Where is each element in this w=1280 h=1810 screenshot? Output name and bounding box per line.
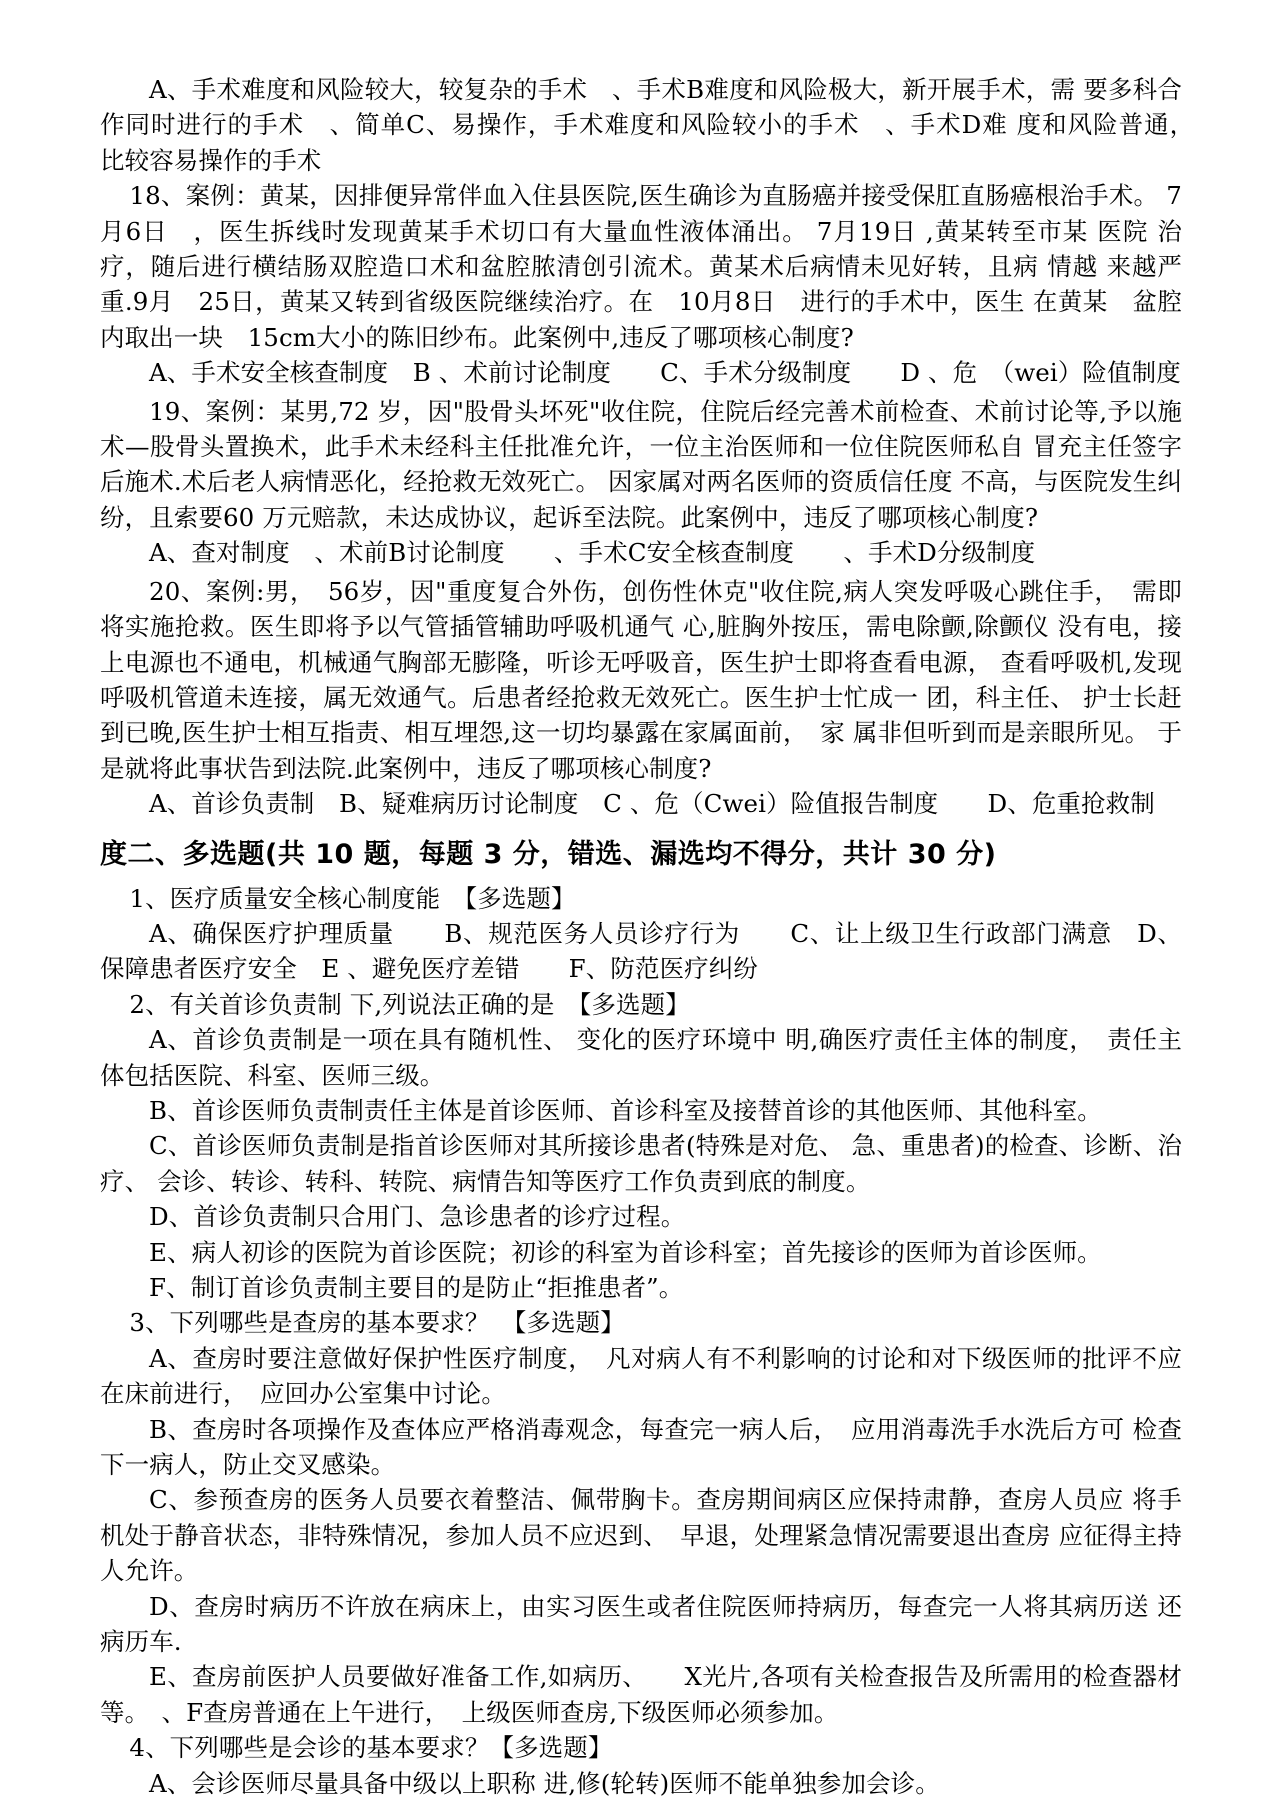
question-20-options: A、首诊负责制 B、疑难病历讨论制度 C 、危（Cwei）险值报告制度 D、危重抢救制 bbox=[149, 789, 1155, 819]
multi-question-2-option-b: B、首诊医师负责制责任主体是首诊医师、首诊科室及接替首诊的其他医师、其他科室。 bbox=[149, 1095, 1102, 1125]
multi-question-2-option-e: E、病人初诊的医院为首诊医院；初诊的科室为首诊科室；首先接诊的医师为首诊医师。 bbox=[149, 1237, 1102, 1267]
multi-question-1-options: A、确保医疗护理质量 B、规范医务人员诊疗行为 C、让上级卫生行政部门满意 D、保障患者医疗安全 E 、避免医疗差错 F、防范医疗纠纷 bbox=[100, 918, 1182, 984]
spacer bbox=[100, 822, 1182, 832]
multi-question-2-option-f: F、制订首诊负责制主要目的是防止“拒推患者”。 bbox=[149, 1273, 684, 1302]
multi-question-3-stem: 3、下列哪些是查房的基本要求？ 【多选题】 bbox=[129, 1308, 625, 1338]
multi-question-1-stem: 1、医疗质量安全核心制度能 【多选题】 bbox=[129, 883, 576, 913]
multi-question-3-option-b: B、查房时各项操作及查体应严格消毒观念，每查完一病人后， 应用消毒洗手水洗后方可 检查下一病人，防止交叉感染。 bbox=[100, 1414, 1182, 1480]
multi-question-3-option-d: D、查房时病历不许放在病床上，由实习医生或者住院医师持病历，每查完一人将其病历送 还病历车. bbox=[100, 1591, 1182, 1657]
multi-question-3-option-c: C、参预查房的医务人员要衣着整洁、佩带胸卡。查房期间病区应保持肃静，查房人员应 将手机处于静音状态，非特殊情况，参加人员不应迟到、 早退，处理紧急情况需要退出查房 应征得主持人允许。 bbox=[100, 1485, 1182, 1586]
multi-question-3-option-a: A、查房时要注意做好保护性医疗制度， 凡对病人有不利影响的讨论和对下级医师的批评不应在床前进行， 应回办公室集中讨论。 bbox=[100, 1343, 1182, 1409]
multi-question-2-option-a: A、首诊负责制是一项在具有随机性、 变化的医疗环境中 明,确医疗责任主体的制度， 责任主体包括医院、科室、医师三级。 bbox=[100, 1025, 1182, 1090]
multi-question-4-option-a: A、会诊医师尽量具备中级以上职称 进,修(轮转)医师不能单独参加会诊。 bbox=[149, 1768, 940, 1798]
question-18-stem: 18、案例：黄某，因排便异常伴血入住县医院,医生确诊为直肠癌并接受保肛直肠癌根治手术。 7月6日 ，医生拆线时发现黄某手术切口有大量血性液体涌出。 7月19日 ,黄某转至市某 医院 治疗，随后进行横结肠双腔造口术和盆腔脓清创引流术。黄某术后病情未见好转，且病 情越 来越严重.9月 25日，黄某又转到省级医院继续治疗。在 10月8日 进行的手术中，医生 在黄某 盆腔内取出一块 15cm大小的陈旧纱布。此案例中,违反了哪项核心制度? bbox=[100, 181, 1182, 352]
multi-question-2-option-c: C、首诊医师负责制是指首诊医师对其所接诊患者(特殊是对危、 急、重患者)的检查、诊断、治疗、 会诊、转诊、转科、转院、病情告知等医疗工作负责到底的制度。 bbox=[100, 1131, 1182, 1196]
question-19-stem: 19、案例：某男,72 岁，因"股骨头坏死"收住院，住院后经完善术前检查、术前讨论等,予以施术—股骨头置换术，此手术未经科主任批准允许，一位主治医师和一位住院医师私自 冒充主任签字后施术.术后老人病情恶化，经抢救无效死亡。 因家属对两名医师的资质信任度 不高，与医院发生纠纷，且索要60 万元赔款，未达成协议，起诉至法院。此案例中，违反了哪项核心制度? bbox=[100, 396, 1182, 532]
question-19-options: A、查对制度 、术前B讨论制度 、手术C安全核查制度 、手术D分级制度 bbox=[149, 538, 1036, 568]
section-2-heading: 度二、多选题(共 10 题，每题 3 分，错选、漏选均不得分，共计 30 分) bbox=[100, 838, 997, 870]
question-18-options: A、手术安全核查制度 B 、术前讨论制度 C、手术分级制度 D 、危 （wei）险值制度 bbox=[149, 358, 1181, 388]
multi-question-4-stem: 4、下列哪些是会诊的基本要求？【多选题】 bbox=[129, 1733, 613, 1763]
question-17-options: A、手术难度和风险较大，较复杂的手术 、手术B难度和风险极大，新开展手术，需 要多科合作同时进行的手术 、简单C、易操作，手术难度和风险较小的手术 、手术D难 度和风险普通， 比较容易操作的手术 bbox=[100, 75, 1207, 175]
multi-question-3-option-e: E、查房前医护人员要做好准备工作,如病历、 X光片,各项有关检查报告及所需用的检查器材等。 、F查房普通在上午进行， 上级医师查房,下级医师必须参加。 bbox=[100, 1662, 1182, 1727]
document-body bbox=[100, 72, 1207, 1801]
question-20-stem: 20、案例:男， 56岁，因"重度复合外伤，创伤性休克"收住院,病人突发呼吸心跳住手， 需即将实施抢救。医生即将予以气管插管辅助呼吸机通气 心,脏胸外按压，需电除颤,除颤仪 没有电，接上电源也不通电，机械通气胸部无膨隆，听诊无呼吸音，医生护士即将查看电源， 查看呼吸机,发现呼吸机管道未连接，属无效通气。后患者经抢救无效死亡。医生护士忙成一 团，科主任、 护士长赶到已晚,医生护士相互指责、相互埋怨,这一切均暴露在家属面前， 家 属非但听到而是亲眼所见。 于是就将此事状告到法院.此案例中，违反了哪项核心制度? bbox=[100, 576, 1182, 783]
multi-question-2-stem: 2、有关首诊负责制 下,列说法正确的是 【多选题】 bbox=[129, 989, 690, 1019]
multi-question-2-option-d: D、首诊负责制只合用门、急诊患者的诊疗过程。 bbox=[149, 1202, 686, 1232]
